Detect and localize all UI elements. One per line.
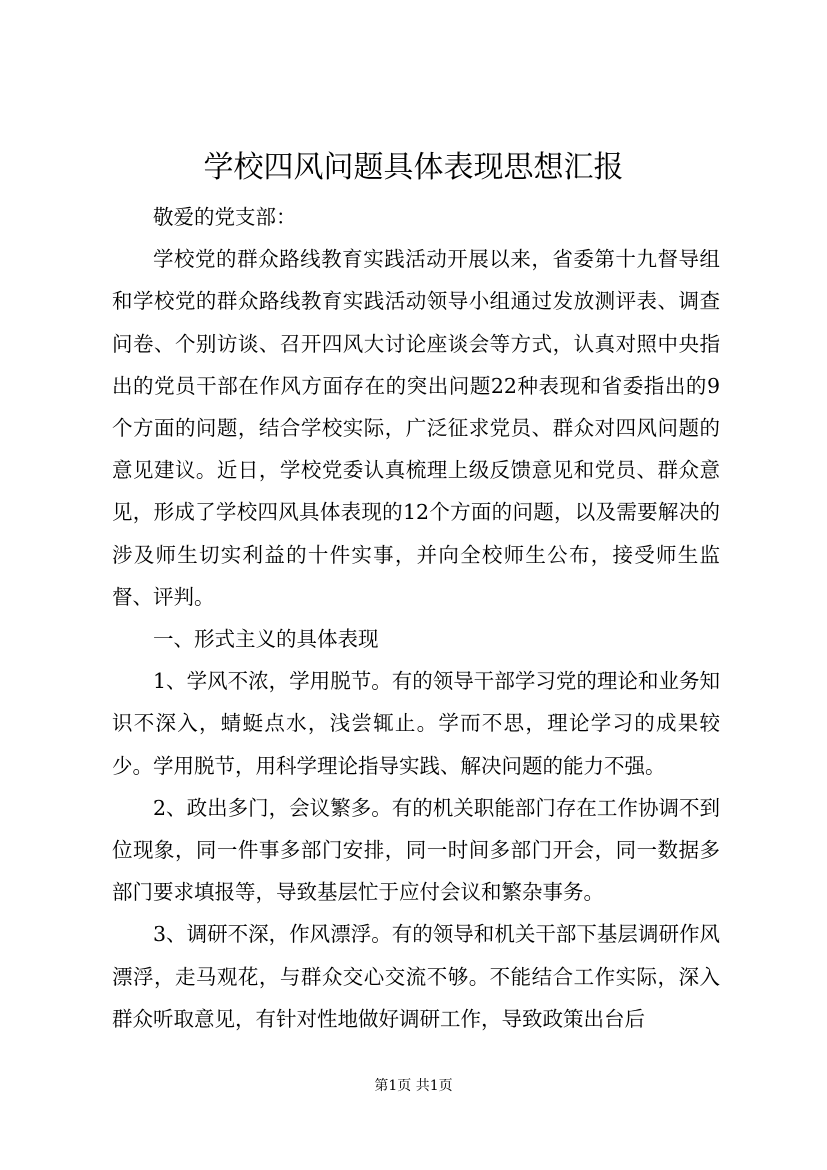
item-paragraph-2: 2、政出多门，会议繁多。有的机关职能部门存在工作协调不到位现象，同一件事多部门安排，同一时间多部门开会，同一数据多部门要求填报等，导致基层忙于应付会议和繁杂事务。 <box>112 795 720 905</box>
item-paragraph-3: 3、调研不深，作风漂浮。有的领导和机关干部下基层调研作风漂浮，走马观花，与群众交心交流不够。不能结合工作实际，深入群众听取意见，有针对性地做好调研工作，导致政策出台后 <box>112 922 720 1031</box>
document-title: 学校四风问题具体表现思想汇报 <box>203 150 624 185</box>
document-body <box>112 196 720 1040</box>
section-heading: 一、形式主义的具体表现 <box>153 627 379 652</box>
salutation: 敬爱的党支部： <box>153 205 297 229</box>
intro-paragraph: 学校党的群众路线教育实践活动开展以来，省委第十九督导组和学校党的群众路线教育实践活动领导小组通过发放测评表、调查问卷、个别访谈、召开四风大讨论座谈会等方式，认真对照中央指出的党员干部在作风方面存在的突出问题22种表现和省委指出的9个方面的问题，结合学校实际，广泛征求党员、群众对四风问题的意见建议。近日，学校党委认真梳理上级反馈意见和党员、群众意见，形成了学校四风具体表现的12个方面的问题，以及需要解决的涉及师生切实利益的十件实事，并向全校师生公布，接受师生监督、评判。 <box>112 247 720 609</box>
page-footer: 第1页 共1页 <box>374 1078 453 1094</box>
item-paragraph-1: 1、学风不浓，学用脱节。有的领导干部学习党的理论和业务知识不深入，蜻蜓点水，浅尝辄止。学而不思，理论学习的成果较少。学用脱节，用科学理论指导实践、解决问题的能力不强。 <box>112 669 720 778</box>
